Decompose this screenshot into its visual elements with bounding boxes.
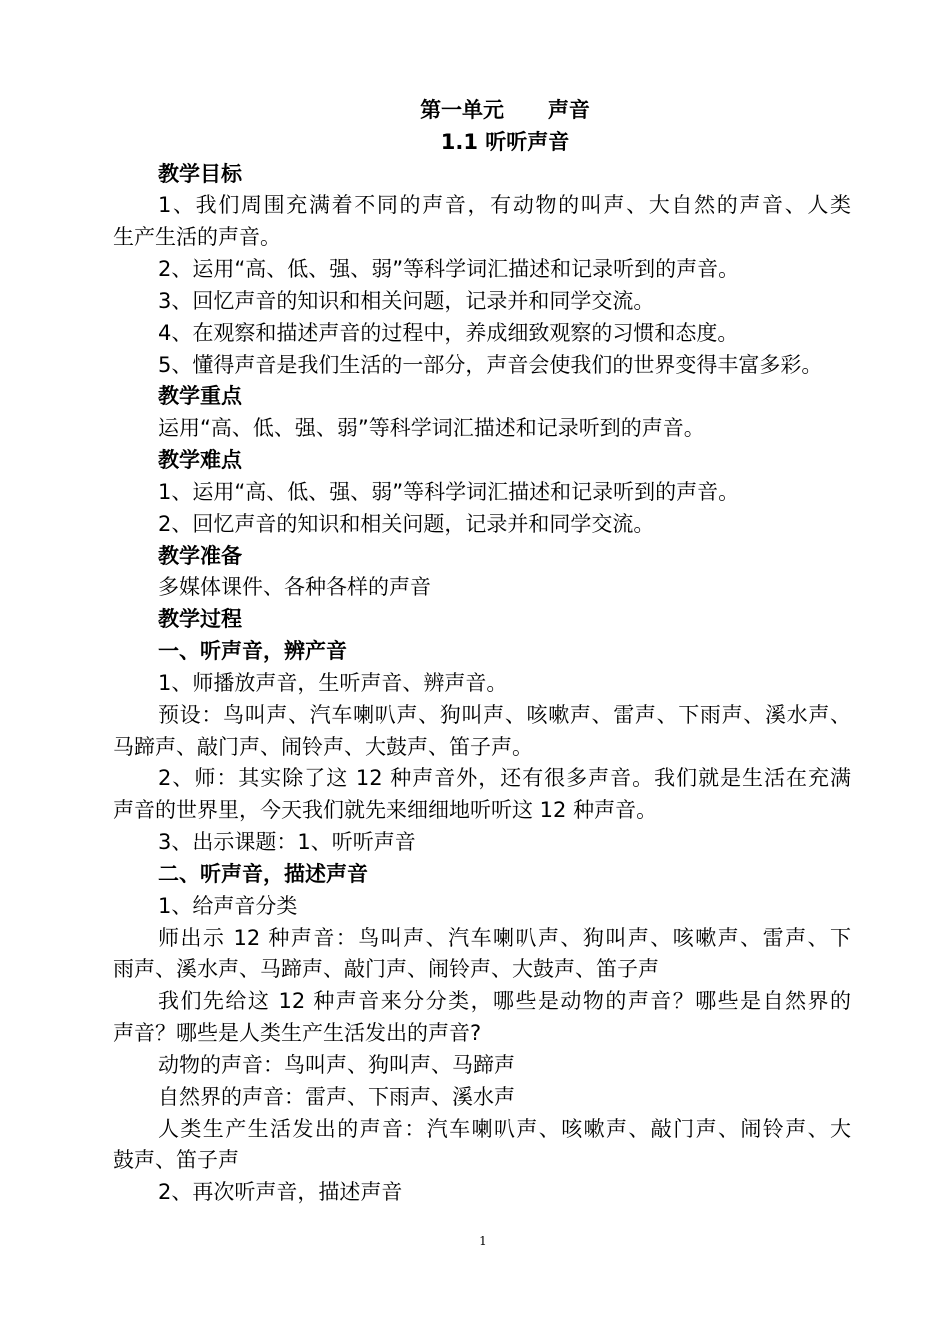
paragraph-line: 3、出示课题：1、听听声音 [158, 830, 416, 854]
page-number: 1 [479, 1234, 487, 1248]
section-heading-objectives: 教学目标 [158, 162, 242, 186]
paragraph-line: 人类生产生活发出的声音：汽车喇叭声、咳嗽声、敲门声、闹铃声、大 [158, 1117, 851, 1141]
section-heading-key-points: 教学重点 [158, 384, 242, 408]
lesson-title: 1.1 听听声音 [440, 130, 570, 154]
paragraph-line: 4、在观察和描述声音的过程中，养成细致观察的习惯和态度。 [158, 321, 739, 345]
paragraph-line: 1、我们周围充满着不同的声音，有动物的叫声、大自然的声音、人类 [158, 193, 851, 217]
paragraph-line: 雨声、溪水声、马蹄声、敲门声、闹铃声、大鼓声、笛子声 [113, 957, 659, 981]
paragraph-line: 运用“高、低、强、弱”等科学词汇描述和记录听到的声音。 [158, 416, 705, 440]
paragraph-line: 1、师播放声音，生听声音、辨声音。 [158, 671, 508, 695]
unit-title: 第一单元 声音 [420, 98, 590, 122]
paragraph-line: 鼓声、笛子声 [113, 1148, 239, 1172]
paragraph-line: 1、给声音分类 [158, 894, 298, 918]
paragraph-line: 师出示 12 种声音：鸟叫声、汽车喇叭声、狗叫声、咳嗽声、雷声、下 [158, 926, 851, 950]
paragraph-line: 生产生活的声音。 [113, 225, 281, 249]
subsection-heading-two: 二、听声音，描述声音 [158, 862, 368, 886]
paragraph-line: 自然界的声音：雷声、下雨声、溪水声 [158, 1085, 515, 1109]
section-heading-process: 教学过程 [158, 607, 242, 631]
paragraph-line: 2、再次听声音，描述声音 [158, 1180, 403, 1204]
paragraph-line: 马蹄声、敲门声、闹铃声、大鼓声、笛子声。 [113, 735, 533, 759]
paragraph-line: 声音？哪些是人类生产生活发出的声音? [113, 1021, 482, 1045]
paragraph-line: 1、运用“高、低、强、弱”等科学词汇描述和记录听到的声音。 [158, 480, 740, 504]
paragraph-line: 预设：鸟叫声、汽车喇叭声、狗叫声、咳嗽声、雷声、下雨声、溪水声、 [158, 703, 851, 727]
paragraph-line: 多媒体课件、各种各样的声音 [158, 575, 431, 599]
paragraph-line: 动物的声音：鸟叫声、狗叫声、马蹄声 [158, 1053, 515, 1077]
paragraph-line: 2、师：其实除了这 12 种声音外，还有很多声音。我们就是生活在充满 [158, 766, 851, 790]
paragraph-line: 5、懂得声音是我们生活的一部分，声音会使我们的世界变得丰富多彩。 [158, 353, 823, 377]
paragraph-line: 声音的世界里，今天我们就先来细细地听听这 12 种声音。 [113, 798, 658, 822]
paragraph-line: 3、回忆声音的知识和相关问题，记录并和同学交流。 [158, 289, 655, 313]
section-heading-preparation: 教学准备 [158, 544, 242, 568]
subsection-heading-one: 一、听声音，辨产音 [158, 639, 347, 663]
section-heading-difficulties: 教学难点 [158, 448, 242, 472]
paragraph-line: 2、回忆声音的知识和相关问题，记录并和同学交流。 [158, 512, 655, 536]
paragraph-line: 2、运用“高、低、强、弱”等科学词汇描述和记录听到的声音。 [158, 257, 740, 281]
paragraph-line: 我们先给这 12 种声音来分分类，哪些是动物的声音？哪些是自然界的 [158, 989, 851, 1013]
